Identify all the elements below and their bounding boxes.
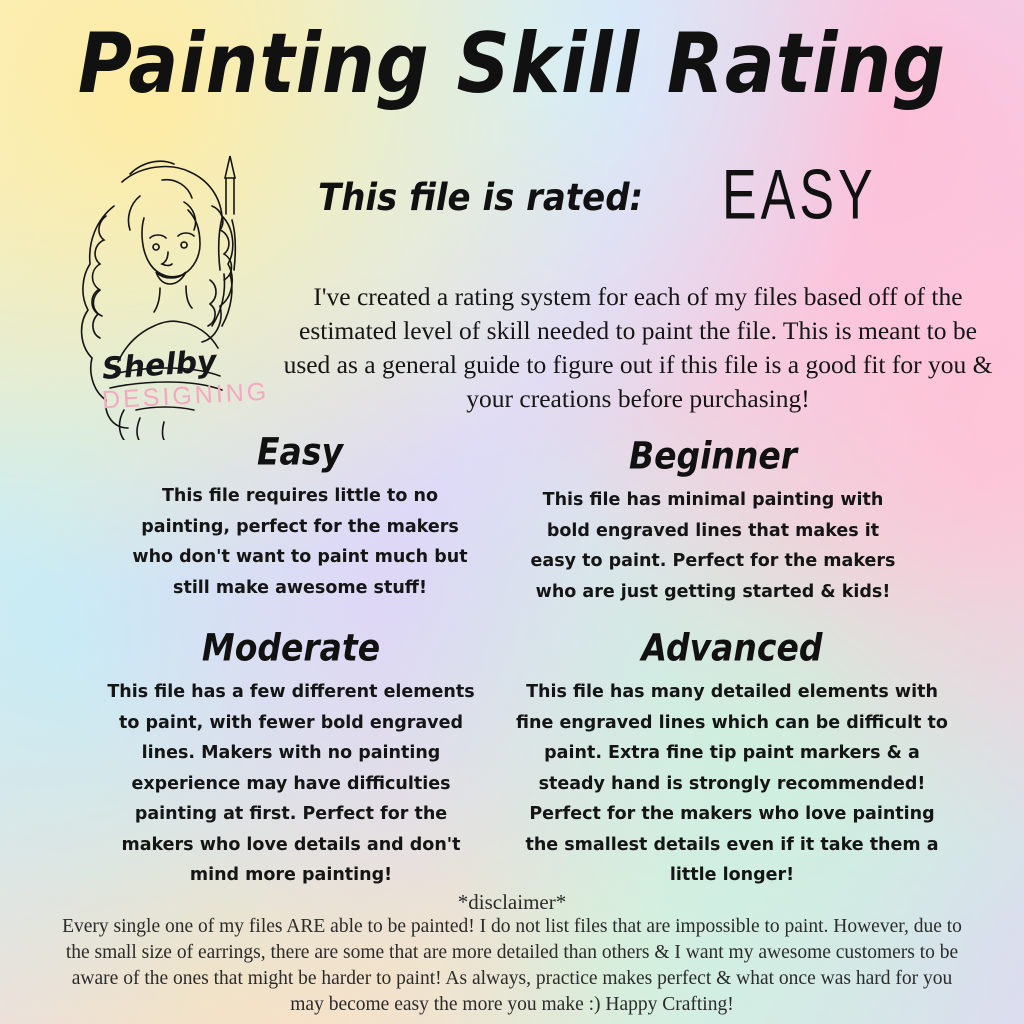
level-moderate-body: This file has a few different elements to paint, with fewer bold engraved lines. Makers with no painting experience may have difficulties painting at first. Perfect for the makers who love details and don't mind more painting! xyxy=(107,682,475,885)
level-easy xyxy=(120,429,480,603)
level-moderate xyxy=(96,625,486,891)
page-title: Painting Skill Rating xyxy=(77,16,947,113)
level-easy-title: Easy xyxy=(257,429,343,474)
rating-label: This file is rated: xyxy=(318,176,644,220)
level-advanced xyxy=(512,625,952,891)
level-beginner-title: Beginner xyxy=(628,433,798,478)
intro-paragraph: I've created a rating system for each of my files based off of the estimated level of skill needed to paint the file. This is meant to be used as a general guide to figure out if this file is a good fit for you & your creations before purchasing! xyxy=(283,282,993,413)
level-advanced-title: Advanced xyxy=(641,625,823,670)
level-advanced-body: This file has many detailed elements with fine engraved lines which can be difficult to paint. Extra fine tip paint markers & a steady hand is strongly recommended! Perfect for the makers who love painting the smallest details even if it take them a little longer! xyxy=(516,682,948,885)
brand-name: Shelby xyxy=(100,344,218,387)
rating-value: EASY xyxy=(722,156,877,235)
brand-logo xyxy=(44,110,274,440)
brand-subtitle: DESIGNING xyxy=(101,377,270,415)
level-easy-body: This file requires little to no painting, perfect for the makers who don't want to paint much but still make awesome stuff! xyxy=(132,486,468,598)
disclaimer-heading: *disclaimer* xyxy=(457,890,567,914)
disclaimer-body: Every single one of my files ARE able to be painted! I do not list files that are impossible to paint. However, due to the small size of earrings, there are some that are more detailed than others & I want my awesome customers to be aware of the ones that might be harder to paint! As always, practice makes perfect & what once was hard for you may become easy the more you make :) Happy Crafting! xyxy=(62,916,962,1015)
level-moderate-title: Moderate xyxy=(201,625,381,670)
level-beginner-body: This file has minimal painting with bold engraved lines that makes it easy to paint. Perfect for the makers who are just getting started & kids! xyxy=(530,490,896,602)
level-beginner xyxy=(524,433,902,607)
